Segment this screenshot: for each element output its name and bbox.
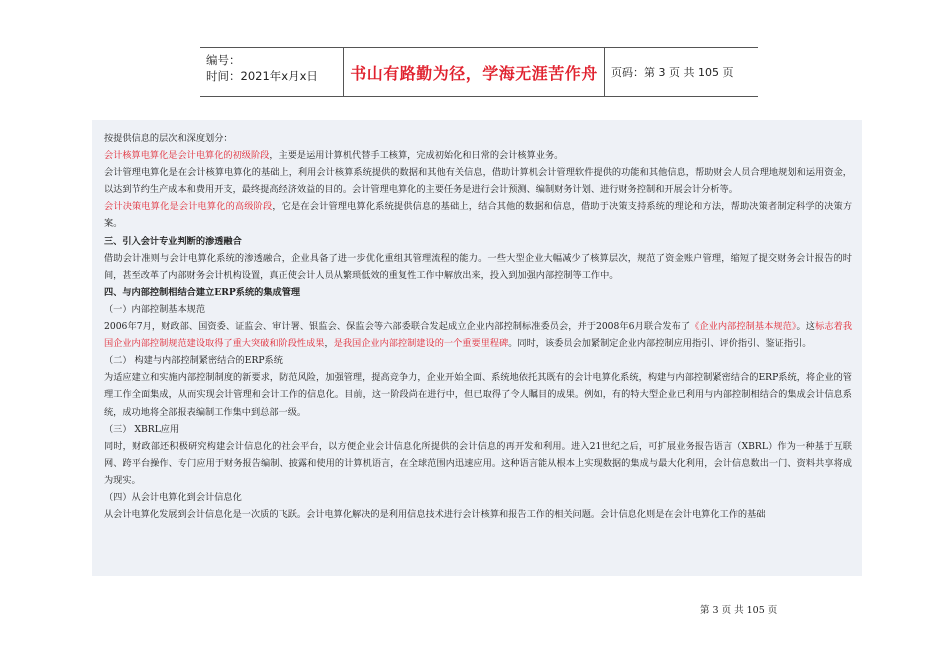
paragraph <box>104 318 852 352</box>
page-code: 页码：第 3 页 共 105 页 <box>611 66 734 79</box>
highlighted-text: 是我国企业内部控制建设的一个重要里程碑 <box>333 338 509 350</box>
text-segment: （一）内部控制基本规范 <box>104 303 206 315</box>
text-segment: 。同时，该委员会加紧制定企业内部控制应用指引、评价指引、鉴证指引。 <box>508 338 812 350</box>
paragraph <box>104 506 852 523</box>
text-segment: 按提供信息的层次和深度划分： <box>104 133 233 144</box>
text-segment: （二） 构建与内部控制紧密结合的ERP系统 <box>104 355 283 367</box>
paragraph <box>104 352 852 369</box>
text-segment: 三、引入会计专业判断的渗透融合 <box>104 235 242 247</box>
text-segment: 会计管理电算化是在会计核算电算化的基础上，利用会计核算系统提供的数据和其他有关信息，借助计算机会计管理软件提供的功能和其他信息，帮助财会人员合理地规划和运用资金，以达到节约生产成本和费用开支，最终提高经济效益的目的。会计管理电算化的主要任务是进行会计预测、编制财务计划、进行财务控制和开展会计分析等。 <box>104 167 852 196</box>
document-body <box>92 120 862 576</box>
paragraph <box>104 301 852 318</box>
text-segment: 。这 <box>796 321 816 333</box>
paragraph <box>104 369 852 420</box>
highlighted-text: 会计决策电算化是会计电算化的高级阶段 <box>104 201 273 213</box>
time-label: 时间：2021年x月x日 <box>206 69 318 83</box>
header-right-cell <box>605 48 758 96</box>
paragraph <box>104 489 852 506</box>
motto-text: 书山有路勤为径，学海无涯苦作舟 <box>350 63 598 83</box>
paragraph <box>104 164 852 198</box>
paragraph <box>104 438 852 489</box>
highlighted-text: 《企业内部控制基本规范》 <box>690 321 797 333</box>
text-segment: ，主要是运用计算机代替手工核算，完成初始化和日常的会计核算业务。 <box>269 150 564 162</box>
paragraph <box>104 130 852 147</box>
text-segment: 2006年7月，财政部、国资委、证监会、审计署、银监会、保监会等六部委联合发起成立企业内部控制标准委员会，并于2008年6月联合发布了 <box>104 321 691 333</box>
text-segment: 从会计电算化发展到会计信息化是一次质的飞跃。会计电算化解决的是利用信息技术进行会计核算和报告工作的相关问题。会计信息化则是在会计电算化工作的基础 <box>104 509 766 521</box>
text-segment: 同时，财政部还积极研究构建会计信息化的社会平台，以方便企业会计信息化所提供的会计信息的再开发和利用。进入21世纪之后，可扩展业务报告语言（XBRL）作为一种基于互联网、跨平台操作、专门应用于财务报告编制、披露和使用的计算机语言，在全球范围内迅速应用。这种语言能从根本上实现数据的集成与最大化利用，会计信息数出一门、资料共享将成为现实。 <box>104 440 852 486</box>
text-segment: （三） XBRL应用 <box>104 423 180 435</box>
text-segment: ，它是在会计管理电算化系统提供信息的基础上，结合其他的数据和信息，借助于决策支持系统的理论和方法，帮助决策者制定科学的决策方案。 <box>104 201 853 230</box>
highlighted-text: 标志着我国企业内部控制规范建设取得了重大突破和阶段性成果 <box>104 321 853 350</box>
text-segment: 为适应建立和实施内部控制制度的新要求，防范风险，加强管理，提高竞争力，企业开始全面、系统地依托其既有的会计电算化系统，构建与内部控制紧密结合的ERP系统，将企业的管理工作全面集成，从而实现会计管理和会计工作的信息化。目前，这一阶段尚在进行中，但已取得了令人瞩目的成果。例如，有的特大型企业已利用与内部控制相结合的集成会计信息系统，成功地将全部报表编制工作集中到总部一级。 <box>104 372 852 418</box>
header-center-cell <box>343 48 605 96</box>
header-left-cell <box>200 48 343 96</box>
number-label: 编号： <box>206 53 241 67</box>
text-segment: 四、与内部控制相结合建立ERP系统的集成管理 <box>104 286 301 298</box>
text-segment: 借助会计准则与会计电算化系统的渗透融合，企业具备了进一步优化重组其管理流程的能力。一些大型企业大幅减少了核算层次，规范了资金账户管理，缩短了提交财务会计报告的时间，甚至改革了内部财务会计机构设置，真正使会计人员从繁琐低效的重复性工作中解放出来，投入到加强内部控制等工作中。 <box>104 252 852 281</box>
section-heading <box>104 233 852 250</box>
header-table <box>200 47 758 97</box>
paragraph <box>104 421 852 438</box>
page-footer: 第 3 页 共 105 页 <box>700 605 778 616</box>
paragraph <box>104 250 852 284</box>
highlighted-text: 会计核算电算化是会计电算化的初级阶段 <box>104 150 270 162</box>
text-segment: （四）从会计电算化到会计信息化 <box>104 491 242 503</box>
text-segment: ， <box>324 338 334 350</box>
paragraph <box>104 198 852 232</box>
section-heading <box>104 284 852 301</box>
paragraph <box>104 147 852 164</box>
